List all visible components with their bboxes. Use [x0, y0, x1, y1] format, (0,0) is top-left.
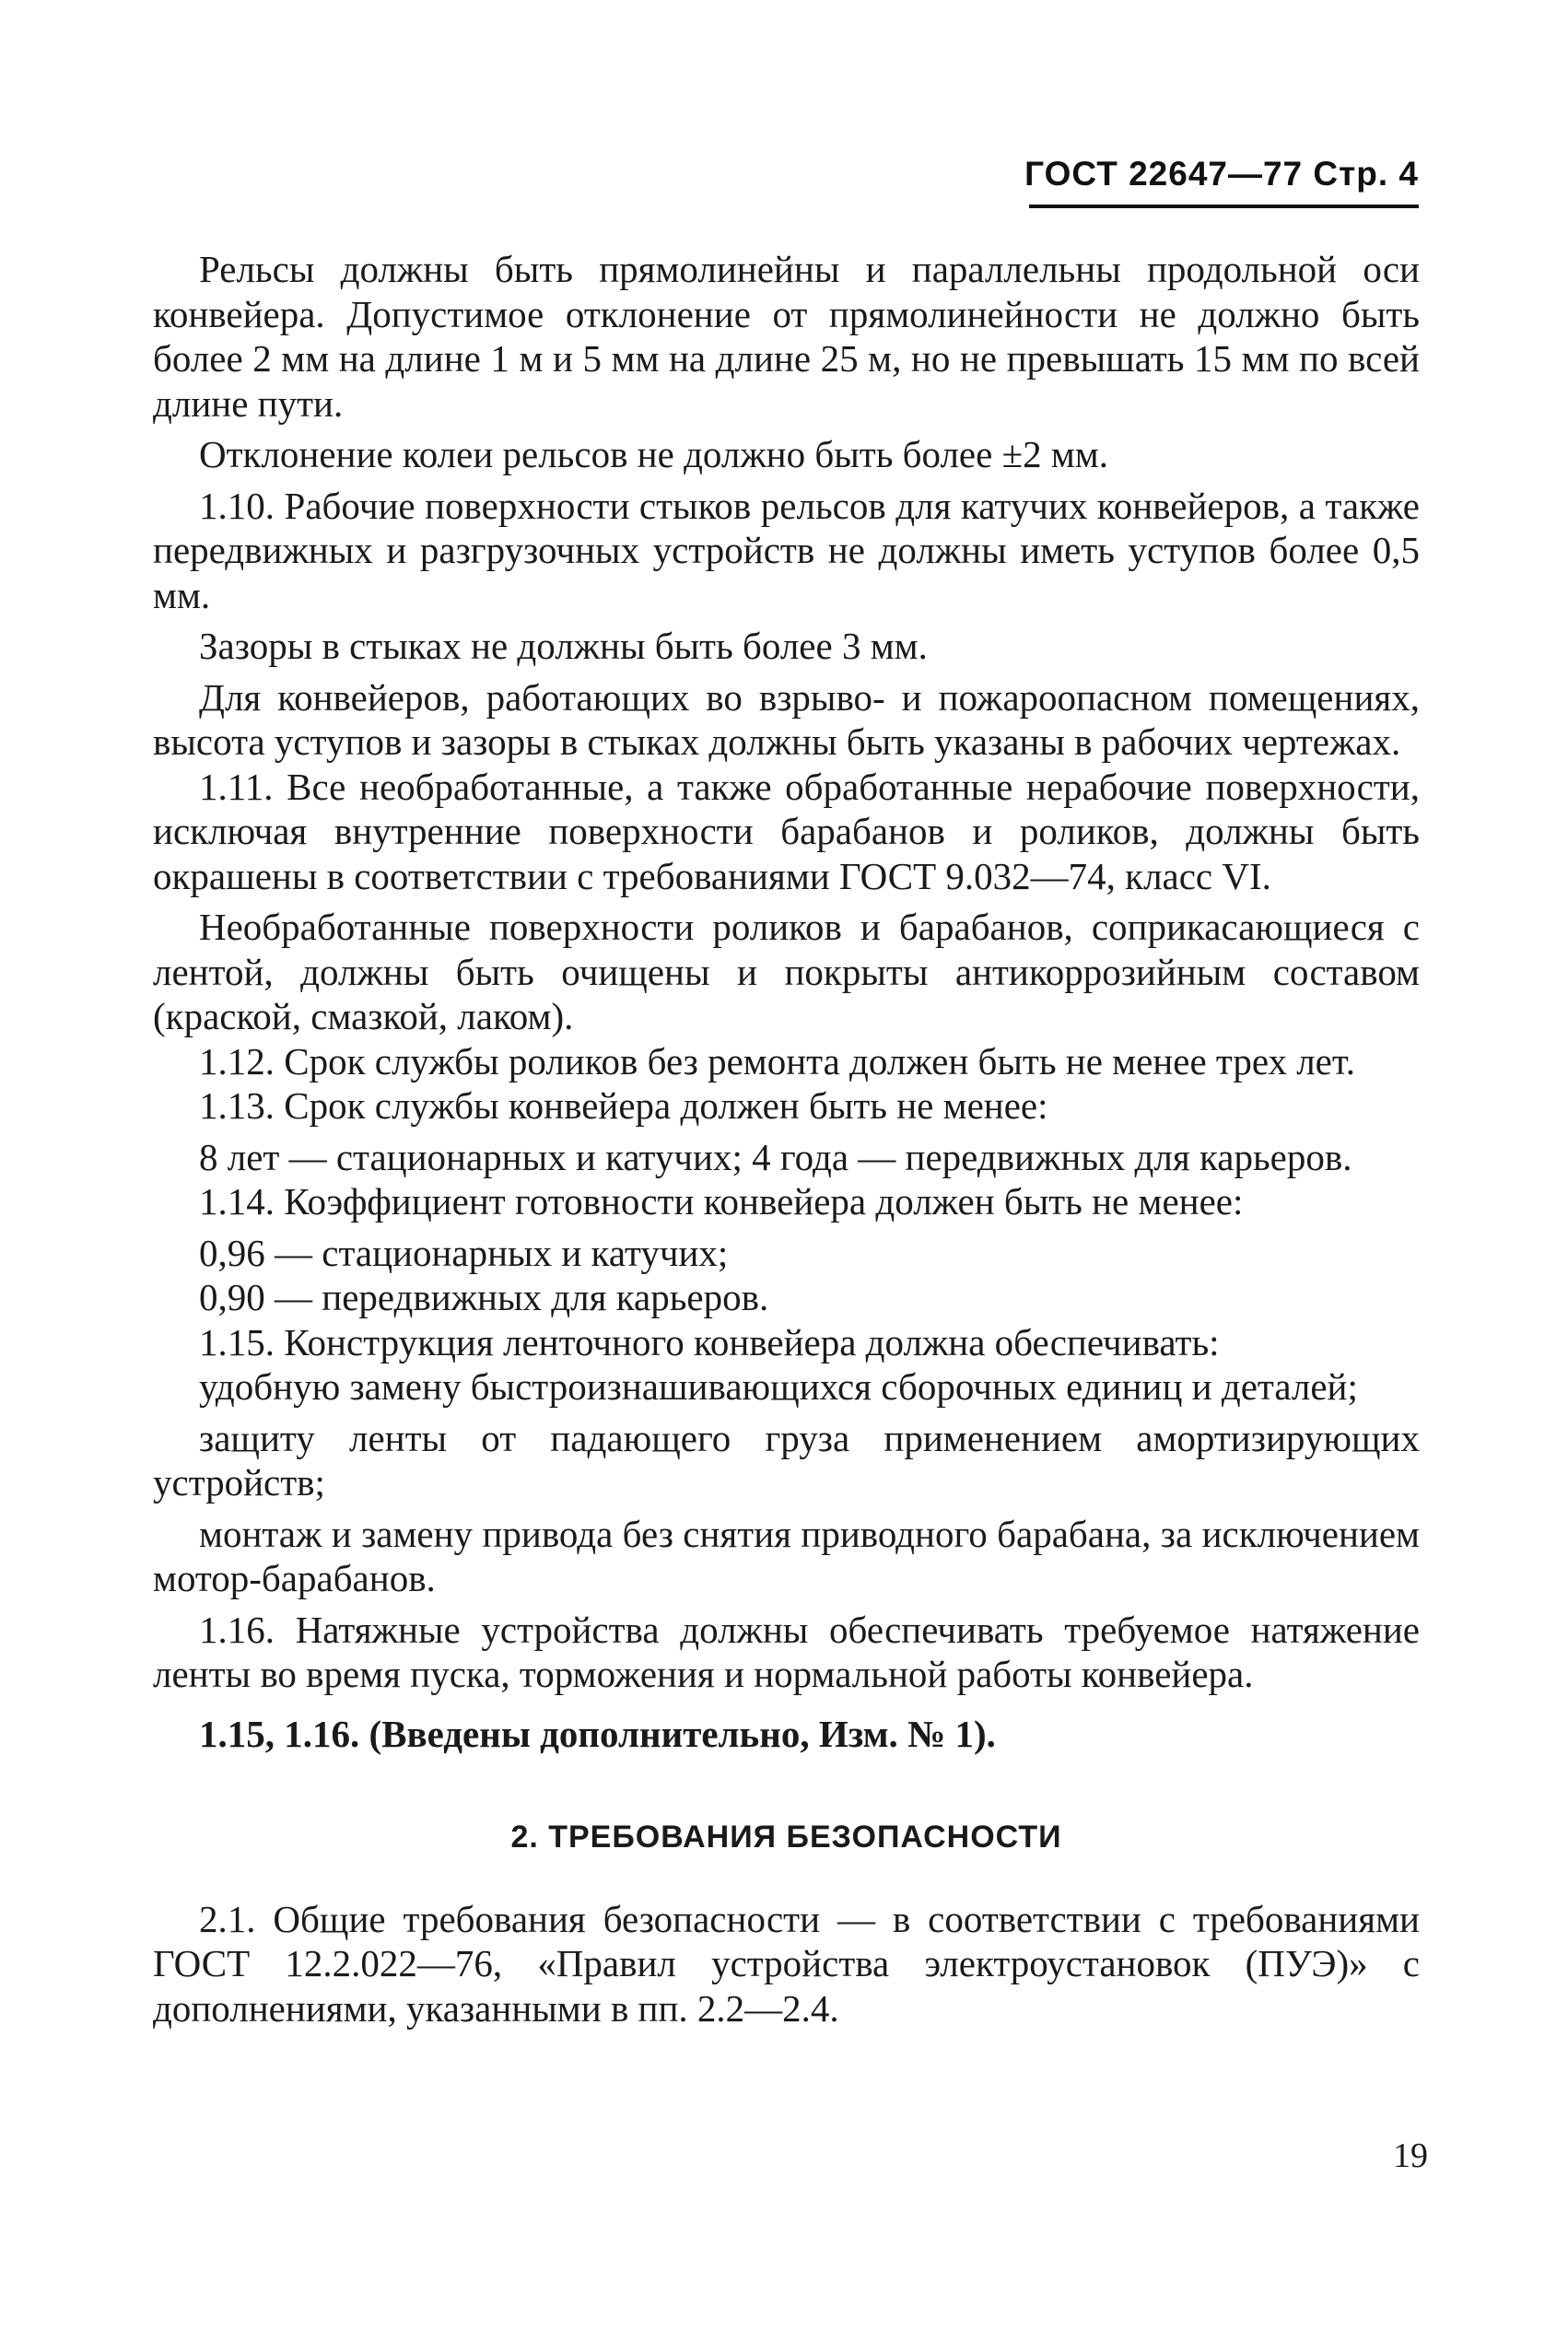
paragraph: 1.12. Срок службы роликов без ремонта должен быть не менее трех лет. — [199, 1039, 1355, 1083]
paragraph: Для конвейеров, работающих во взрыво- и пожароопасном помещениях, высота уступов и зазоры в стыках должны быть указаны в рабочих чертежах. — [153, 675, 1420, 763]
paragraph: 1.13. Срок службы конвейера должен быть не менее: — [199, 1084, 1048, 1127]
paragraph: защиту ленты от падающего груза применением амортизирующих устройств; — [153, 1416, 1420, 1504]
paragraph: Зазоры в стыках не должны быть более 3 мм. — [199, 625, 928, 667]
header-rule — [1029, 205, 1419, 208]
paragraph: Отклонение колеи рельсов не должно быть более ±2 мм. — [199, 433, 1108, 475]
paragraph: 2.1. Общие требования безопасности — в соответствии с требованиями ГОСТ 12.2.022—76, «Правил устройства электроустановок (ПУЭ)» с дополнениями, указанными в пп. 2.2—2.4. — [153, 1897, 1420, 2030]
paragraph: 1.14. Коэффициент готовности конвейера должен быть не менее: — [199, 1180, 1244, 1223]
paragraph: 1.15. Конструкция ленточного конвейера должна обеспечивать: — [199, 1320, 1220, 1363]
paragraph: Рельсы должны быть прямолинейны и параллельны продольной оси конвейера. Допустимое отклонение от прямолинейности не должно быть более 2 мм на длине 1 м и 5 мм на длине 25 м, но не превышать 15 мм по всей длине пути. — [153, 248, 1420, 425]
section-title: 2. ТРЕБОВАНИЯ БЕЗОПАСНОСТИ — [510, 1820, 1062, 1855]
page-number: 19 — [1393, 2136, 1428, 2175]
page-header: ГОСТ 22647—77 Стр. 4 — [1024, 155, 1419, 193]
paragraph: монтаж и замену привода без снятия приводного барабана, за исключением мотор-барабанов. — [153, 1512, 1420, 1599]
document-body — [153, 247, 1420, 2031]
paragraph: Необработанные поверхности роликов и барабанов, соприкасающиеся с лентой, должны быть очищены и покрыты антикоррозийным составом (краской, смазкой, лаком). — [153, 906, 1420, 1037]
paragraph: 0,90 — передвижных для карьеров. — [199, 1276, 769, 1318]
paragraph: 0,96 — стационарных и катучих; — [199, 1231, 729, 1274]
paragraph: 8 лет — стационарных и катучих; 4 года — передвижных для карьеров. — [199, 1135, 1352, 1178]
paragraph: 1.11. Все необработанные, а также обработанные нерабочие поверхности, исключая внутренние поверхности барабанов и роликов, должны быть окрашены в соответствии с требованиями ГОСТ 9.032—74, класс VI. — [153, 765, 1420, 897]
amendment-note: 1.15, 1.16. (Введены дополнительно, Изм. № 1). — [199, 1712, 996, 1755]
paragraph: 1.16. Натяжные устройства должны обеспечивать требуемое натяжение ленты во время пуска, торможения и нормальной работы конвейера. — [153, 1608, 1420, 1695]
paragraph: 1.10. Рабочие поверхности стыков рельсов для катучих конвейеров, а также передвижных и разгрузочных устройств не должны иметь уступов более 0,5 мм. — [153, 484, 1420, 616]
paragraph: удобную замену быстроизнашивающихся сборочных единиц и деталей; — [199, 1365, 1358, 1408]
